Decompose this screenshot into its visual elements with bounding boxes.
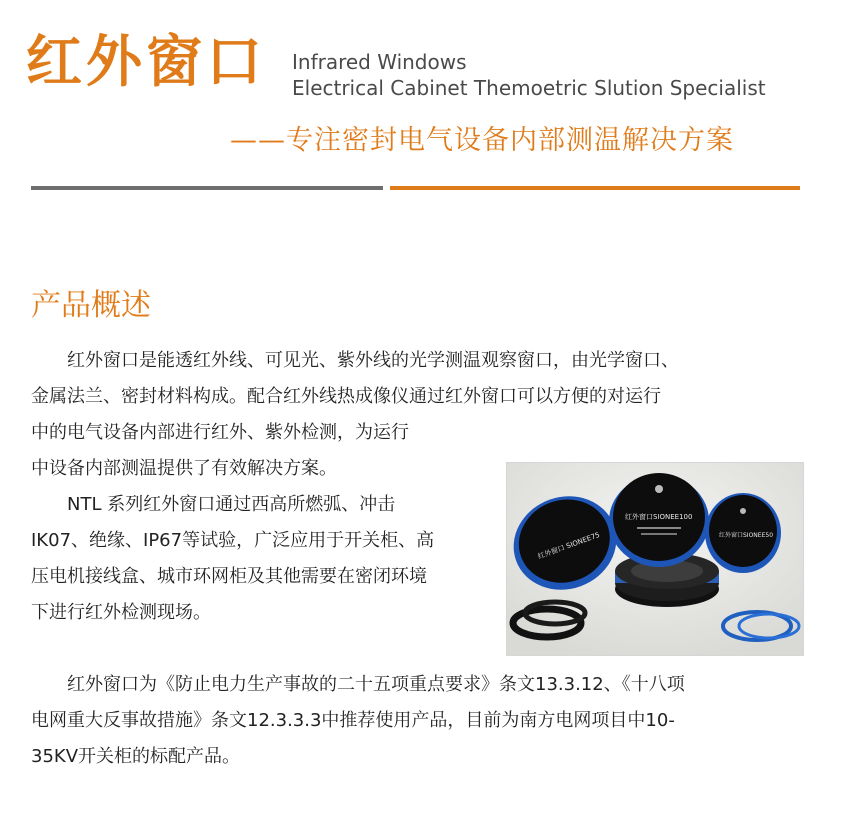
paragraph-2-line-3: 压电机接线盒、城市环网柜及其他需要在密闭环境 xyxy=(31,566,427,587)
paragraph-3 xyxy=(31,667,811,775)
paragraph-1-line-4: 中设备内部测温提供了有效解决方案。 xyxy=(31,458,337,479)
paragraph-2-line-2: IK07、绝缘、IP67等试验，广泛应用于开关柜、高 xyxy=(31,530,435,551)
window-label-center: 红外窗口SIONEE100 xyxy=(625,513,693,521)
paragraph-2-line-4: 下进行红外检测现场。 xyxy=(31,602,211,623)
chinese-subtitle: ——专注密封电气设备内部测温解决方案 xyxy=(230,125,734,156)
english-tagline: Electrical Cabinet Themoetric Slution Specialist xyxy=(292,76,766,100)
window-label-right: 红外窗口SIONEE50 xyxy=(719,532,774,539)
paragraph-1-line-2: 金属法兰、密封材料构成。配合红外线热成像仪通过红外窗口可以方便的对运行 xyxy=(31,386,661,407)
infrared-windows-illustration xyxy=(507,463,803,655)
paragraph-1-line-1: 红外窗口是能透红外线、可见光、紫外线的光学测温观察窗口，由光学窗口、 xyxy=(67,350,679,371)
window-label-left: 红外窗口 SIONEE75 xyxy=(536,530,601,561)
divider-grey xyxy=(31,186,383,190)
paragraph-3-line-1: 红外窗口为《防止电力生产事故的二十五项重点要求》条文13.3.12、《十八项 xyxy=(67,674,685,695)
paragraph-1-line-3: 中的电气设备内部进行红外、紫外检测，为运行 xyxy=(31,422,409,443)
english-title: Infrared Windows xyxy=(292,50,467,74)
paragraph-3-line-2: 电网重大反事故措施》条文12.3.3.3中推荐使用产品，目前为南方电网项目中10- xyxy=(31,710,675,731)
section-title: 产品概述 xyxy=(31,288,151,323)
product-photo xyxy=(506,462,804,656)
page-title: 红外窗口 xyxy=(26,30,266,95)
paragraph-3-line-3: 35KV开关柜的标配产品。 xyxy=(31,746,241,767)
paragraph-2-line-1: NTL 系列红外窗口通过西高所燃弧、冲击 xyxy=(67,494,396,515)
divider-orange xyxy=(390,186,800,190)
paragraph-2 xyxy=(31,487,501,631)
